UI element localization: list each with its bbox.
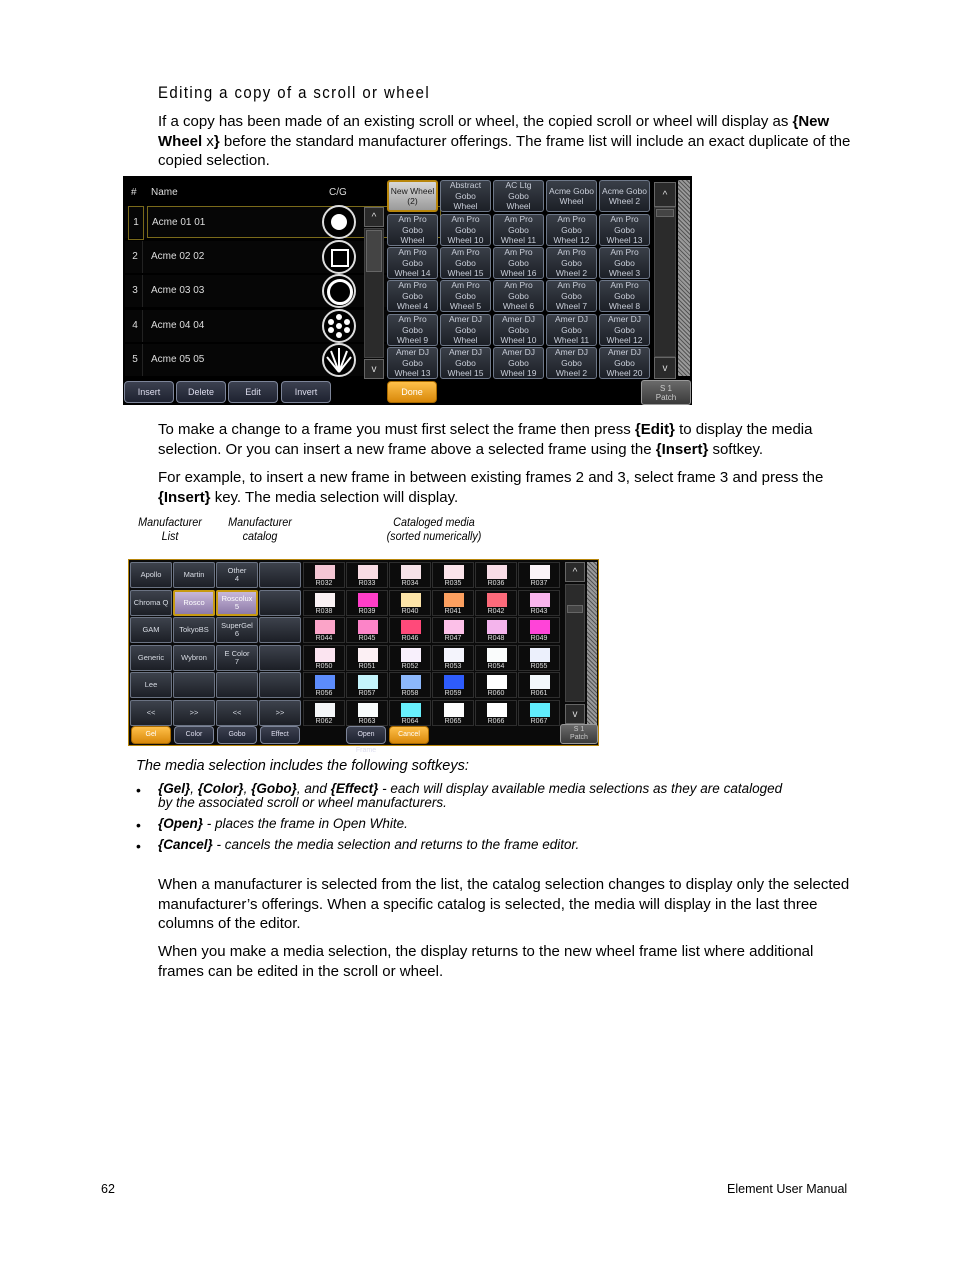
gel-label: R064 (401, 718, 419, 725)
gel-color-chip (444, 565, 464, 579)
text: , and (296, 781, 331, 796)
text: If a copy has been made of an existing scroll or wheel, the copied scroll or wheel will display as (158, 113, 793, 130)
catalog-button[interactable]: E Color 7 (216, 645, 258, 671)
catalog-wheel-button[interactable]: Am Pro Gobo Wheel 15 (440, 247, 491, 279)
gel-swatch-button[interactable] (518, 562, 560, 588)
gel-color-chip (487, 565, 507, 579)
bold-text: {Effect} (330, 781, 379, 796)
caption-cataloged-media: Cataloged media (sorted numerically) (386, 515, 482, 543)
gobo-circle-icon (322, 205, 356, 239)
return-paragraph: When you make a media selection, the display returns to the new wheel frame list where additional frames can be edited in the scroll or wheel. (158, 943, 814, 980)
gel-swatch-button[interactable] (518, 672, 560, 698)
gel-label: R067 (530, 718, 548, 725)
catalog-wheel-button[interactable]: Abstract Gobo Wheel (440, 180, 491, 212)
list-scroll-up-button[interactable]: ^ (364, 207, 384, 227)
gel-label: R058 (401, 690, 419, 697)
gel-color-chip (315, 620, 335, 634)
catalog-scrollbar[interactable] (654, 207, 676, 357)
gel-softkey[interactable]: Gel (131, 726, 171, 744)
catalog-button[interactable]: SuperGel 6 (216, 617, 258, 643)
gel-label: R060 (487, 690, 505, 697)
patch-tab-label: Patch (655, 393, 677, 402)
catalog-wheel-button[interactable]: Am Pro Gobo Wheel 12 (546, 214, 597, 246)
patch-tab-label: Patch (570, 734, 588, 741)
gel-label: R038 (315, 608, 333, 615)
gel-color-chip (401, 675, 421, 689)
bullet-item (158, 782, 798, 810)
frame-name: Acme 01 01 (147, 206, 441, 238)
page-nav-button[interactable]: << (130, 700, 172, 726)
gel-color-chip (401, 703, 421, 717)
section-heading: Editing a copy of a scroll or wheel (158, 83, 431, 102)
cancel-softkey[interactable]: Cancel (389, 726, 429, 744)
gel-color-chip (530, 703, 550, 717)
edit-softkey[interactable]: Edit (228, 381, 278, 403)
manufacturer-paragraph: When a manufacturer is selected from the list, the catalog selection changes to display only the selected manufacturer’s offerings. When a specific catalog is selected, the media will display in the last three columns of the editor. (158, 876, 850, 932)
text: , (190, 781, 198, 796)
gel-label: R056 (315, 690, 333, 697)
gel-color-chip (401, 648, 421, 662)
gel-label: R066 (487, 718, 505, 725)
gel-color-chip (444, 648, 464, 662)
text: before the standard manufacturer offerings. The frame list will include an exact duplicate of the copied selection. (158, 132, 851, 169)
gel-label: R055 (530, 663, 548, 670)
catalog-wheel-button[interactable]: Am Pro Gobo Wheel 16 (493, 247, 544, 279)
caption-manufacturer-catalog: Manufacturer catalog (228, 515, 292, 543)
page-number: 62 (101, 1182, 115, 1196)
bold-text: {Color} (197, 781, 244, 796)
gel-color-chip (315, 675, 335, 689)
list-scroll-down-button[interactable]: v (364, 359, 384, 379)
frame-number: 4 (128, 310, 143, 342)
catalog-wheel-button[interactable]: Am Pro Gobo Wheel (387, 214, 438, 246)
patch-tab[interactable] (560, 724, 598, 744)
gel-swatch-button[interactable] (389, 617, 431, 643)
catalog-wheel-button[interactable]: Am Pro Gobo Wheel 4 (387, 280, 438, 312)
gel-color-chip (401, 565, 421, 579)
gel-label: R061 (530, 690, 548, 697)
gel-swatch-button[interactable] (389, 562, 431, 588)
gel-label: R052 (401, 663, 419, 670)
text: softkey. (708, 440, 764, 458)
bold-text: {Open} (158, 816, 204, 831)
gel-swatch-button[interactable] (346, 645, 388, 671)
gel-swatch-button[interactable] (346, 590, 388, 616)
gel-swatch-button[interactable] (432, 672, 474, 698)
text: key. The media selection will display. (210, 488, 459, 506)
gel-color-chip (487, 620, 507, 634)
gel-swatch-button[interactable] (389, 700, 431, 726)
catalog-wheel-button[interactable]: Acme Gobo Wheel 2 (599, 180, 650, 212)
bold-text: } (213, 132, 220, 150)
gel-swatch-button[interactable] (475, 645, 517, 671)
catalog-button[interactable]: Roscolux 5 (216, 590, 258, 616)
gel-swatch-button[interactable] (518, 590, 560, 616)
media-scroll-up-button[interactable]: ^ (565, 562, 585, 582)
bullet-item (158, 817, 798, 831)
bold-text: {Insert} (655, 440, 709, 458)
catalog-button[interactable] (259, 562, 301, 588)
patch-tab-top: S 1 (659, 384, 672, 393)
gel-swatch-button[interactable] (389, 645, 431, 671)
text: To make a change to a frame you must first select the frame then press (158, 421, 635, 438)
gel-label: R059 (444, 690, 462, 697)
gel-swatch-button[interactable] (303, 672, 345, 698)
gel-label: R057 (358, 690, 376, 697)
gobo-square-icon (322, 240, 356, 274)
catalog-wheel-button[interactable]: Amer DJ Gobo Wheel 20 (599, 347, 650, 379)
bold-text: {Cancel} (158, 837, 213, 852)
gel-swatch-button[interactable] (432, 590, 474, 616)
gel-label: R046 (401, 635, 419, 642)
gel-label: R042 (487, 608, 505, 615)
gel-color-chip (358, 675, 378, 689)
gel-swatch-button[interactable] (346, 700, 388, 726)
gobo-ring-icon (322, 274, 356, 308)
catalog-wheel-button[interactable]: Acme Gobo Wheel (546, 180, 597, 212)
gel-label: R048 (487, 635, 505, 642)
gel-swatch-button[interactable] (303, 645, 345, 671)
gel-color-chip (358, 703, 378, 717)
gel-swatch-button[interactable] (303, 617, 345, 643)
wheel-editor-screenshot (123, 176, 692, 405)
catalog-button[interactable] (259, 672, 301, 698)
gel-swatch-button[interactable] (518, 645, 560, 671)
manufacturer-button[interactable]: Lee (130, 672, 172, 698)
insert-softkey[interactable]: Insert (124, 381, 174, 403)
gel-color-chip (358, 593, 378, 607)
open-frame-softkey[interactable]: Open Frame (346, 726, 386, 744)
gel-swatch-button[interactable] (432, 700, 474, 726)
bullet-dot: • (136, 838, 141, 854)
gel-color-chip (487, 703, 507, 717)
gel-swatch-button[interactable] (432, 645, 474, 671)
col-num-header: # (131, 187, 137, 198)
gel-label: R037 (530, 580, 548, 587)
media-scroll-down-button[interactable]: v (565, 704, 585, 724)
gel-swatch-button[interactable] (303, 700, 345, 726)
done-softkey[interactable]: Done (387, 381, 437, 403)
catalog-button[interactable] (259, 617, 301, 643)
patch-tab[interactable] (641, 380, 691, 405)
catalog-wheel-button[interactable]: Am Pro Gobo Wheel 9 (387, 314, 438, 346)
gel-label: R043 (530, 608, 548, 615)
catalog-wheel-button[interactable]: Am Pro Gobo Wheel 6 (493, 280, 544, 312)
list-scroll-thumb[interactable] (366, 230, 382, 272)
frame-number: 5 (128, 344, 143, 376)
gel-swatch-button[interactable] (475, 590, 517, 616)
delete-softkey[interactable]: Delete (176, 381, 226, 403)
bold-text: {New Wheel (158, 113, 830, 150)
col-cg-header: C/G (329, 187, 347, 198)
gel-swatch-button[interactable] (432, 617, 474, 643)
frame-name: Acme 03 03 (151, 285, 205, 296)
gel-color-chip (444, 593, 464, 607)
gel-swatch-button[interactable] (475, 562, 517, 588)
intro-paragraph (158, 112, 858, 171)
catalog-wheel-button[interactable]: Am Pro Gobo Wheel 11 (493, 214, 544, 246)
gel-color-chip (487, 648, 507, 662)
gel-color-chip (315, 648, 335, 662)
text: x (202, 132, 214, 150)
gel-swatch-button[interactable] (389, 672, 431, 698)
gel-label: R062 (315, 718, 333, 725)
gel-swatch-button[interactable] (346, 562, 388, 588)
bullet-dot: • (136, 782, 141, 798)
gel-color-chip (530, 593, 550, 607)
gel-swatch-button[interactable] (346, 617, 388, 643)
manual-title: Element User Manual (727, 1182, 848, 1196)
catalog-wheel-button[interactable]: Amer DJ Gobo Wheel 19 (493, 347, 544, 379)
gel-label: R032 (315, 580, 333, 587)
media-scroll-thumb[interactable] (567, 605, 583, 613)
catalog-wheel-button[interactable]: Am Pro Gobo Wheel 13 (599, 214, 650, 246)
edit-paragraph (158, 420, 858, 459)
catalog-wheel-button[interactable]: Am Pro Gobo Wheel 8 (599, 280, 650, 312)
gel-label: R063 (358, 718, 376, 725)
page-nav-button[interactable]: >> (259, 700, 301, 726)
gel-color-chip (487, 593, 507, 607)
catalog-wheel-button[interactable]: Amer DJ Gobo Wheel 10 (493, 314, 544, 346)
gel-swatch-button[interactable] (475, 617, 517, 643)
gel-color-chip (401, 593, 421, 607)
bold-text: {Gel} (158, 781, 191, 796)
gel-label: R034 (401, 580, 419, 587)
gel-label: R039 (358, 608, 376, 615)
gel-color-chip (487, 675, 507, 689)
gel-color-chip (358, 565, 378, 579)
manufacturer-button[interactable]: Apollo (130, 562, 172, 588)
col-name-header: Name (151, 187, 178, 198)
catalog-wheel-button[interactable]: Amer DJ Gobo Wheel 2 (546, 347, 597, 379)
catalog-wheel-button[interactable]: Am Pro Gobo Wheel 2 (546, 247, 597, 279)
manufacturer-button[interactable]: GAM (130, 617, 172, 643)
softkey-intro: The media selection includes the following softkeys: (136, 758, 469, 774)
gel-color-chip (358, 620, 378, 634)
manufacturer-button[interactable]: Rosco (173, 590, 215, 616)
gel-swatch-button[interactable] (303, 590, 345, 616)
gel-label: R040 (401, 608, 419, 615)
gel-label: R053 (444, 663, 462, 670)
bold-text: {Insert} (158, 488, 211, 506)
gel-label: R050 (315, 663, 333, 670)
gobo-softkey[interactable]: Gobo (217, 726, 257, 744)
gel-color-chip (315, 565, 335, 579)
page-nav-button[interactable]: << (216, 700, 258, 726)
gel-color-chip (315, 593, 335, 607)
gel-swatch-button[interactable] (432, 562, 474, 588)
text: - each will display available media selections as they are cataloged by the associated scroll or wheel manufacturers. (158, 781, 783, 810)
catalog-wheel-button[interactable]: Am Pro Gobo Wheel 5 (440, 280, 491, 312)
text: , (243, 781, 252, 796)
gel-label: R033 (358, 580, 376, 587)
gel-color-chip (315, 703, 335, 717)
frame-name: Acme 02 02 (151, 251, 205, 262)
color-softkey[interactable]: Color (174, 726, 214, 744)
gobo-shell-icon (322, 343, 356, 377)
text: For example, to insert a new frame in between existing frames 2 and 3, select frame 3 and press the (158, 469, 824, 486)
invert-softkey[interactable]: Invert (281, 381, 331, 403)
catalog-wheel-button[interactable]: Amer DJ Gobo Wheel 13 (387, 347, 438, 379)
bullet-dot: • (136, 817, 141, 833)
gel-color-chip (530, 620, 550, 634)
gobo-dots-icon (322, 309, 356, 343)
gel-color-chip (444, 703, 464, 717)
frame-name: Acme 04 04 (151, 320, 205, 331)
catalog-wheel-button[interactable]: Am Pro Gobo Wheel 14 (387, 247, 438, 279)
catalog-wheel-button[interactable]: AC Ltg Gobo Wheel (493, 180, 544, 212)
frame-number: 2 (128, 241, 143, 273)
gel-label: R051 (358, 663, 376, 670)
gel-swatch-button[interactable] (475, 672, 517, 698)
gel-label: R065 (444, 718, 462, 725)
catalog-scroll-down-button[interactable]: v (654, 357, 676, 379)
manufacturer-button[interactable] (173, 672, 215, 698)
gel-label: R035 (444, 580, 462, 587)
catalog-wheel-button[interactable]: Amer DJ Gobo Wheel (440, 314, 491, 346)
catalog-wheel-button[interactable]: Amer DJ Gobo Wheel 15 (440, 347, 491, 379)
gel-swatch-button[interactable] (518, 700, 560, 726)
gel-label: R047 (444, 635, 462, 642)
catalog-wheel-button[interactable]: Am Pro Gobo Wheel 3 (599, 247, 650, 279)
gel-swatch-button[interactable] (518, 617, 560, 643)
caption-manufacturer-list: Manufacturer List (138, 515, 202, 543)
bullet-item (158, 838, 798, 852)
manufacturer-button[interactable]: TokyoBS (173, 617, 215, 643)
text: - places the frame in Open White. (203, 816, 408, 831)
gel-color-chip (530, 565, 550, 579)
gel-color-chip (401, 620, 421, 634)
gel-color-chip (530, 648, 550, 662)
frame-number: 3 (128, 275, 143, 307)
catalog-button[interactable] (259, 590, 301, 616)
gel-label: R045 (358, 635, 376, 642)
manufacturer-button[interactable]: Wybron (173, 645, 215, 671)
gel-label: R054 (487, 663, 505, 670)
catalog-scroll-thumb[interactable] (656, 209, 674, 217)
catalog-wheel-button[interactable]: Amer DJ Gobo Wheel 11 (546, 314, 597, 346)
gel-label: R049 (530, 635, 548, 642)
gel-color-chip (530, 675, 550, 689)
gel-label: R036 (487, 580, 505, 587)
bold-text: {Edit} (634, 421, 675, 438)
bold-text: {Gobo} (251, 781, 297, 796)
gel-color-chip (358, 648, 378, 662)
catalog-scroll-up-button[interactable]: ^ (654, 182, 676, 207)
gel-color-chip (444, 620, 464, 634)
media-selection-screenshot (128, 559, 599, 754)
manufacturer-button[interactable]: Martin (173, 562, 215, 588)
gel-label: R044 (315, 635, 333, 642)
gel-swatch-button[interactable] (475, 700, 517, 726)
gel-swatch-button[interactable] (346, 672, 388, 698)
frame-name: Acme 05 05 (151, 354, 205, 365)
media-scrollbar[interactable] (565, 584, 585, 702)
catalog-button[interactable] (259, 645, 301, 671)
text: to display the media selection. Or you can insert a new frame above a selected frame using the (158, 421, 813, 458)
hatched-edge (587, 562, 597, 726)
catalog-button[interactable]: Other 4 (216, 562, 258, 588)
catalog-wheel-button[interactable]: Am Pro Gobo Wheel 7 (546, 280, 597, 312)
patch-tab-top: S 1 (573, 726, 585, 733)
effect-softkey[interactable]: Effect (260, 726, 300, 744)
catalog-wheel-button[interactable]: Amer DJ Gobo Wheel 12 (599, 314, 650, 346)
gel-color-chip (444, 675, 464, 689)
example-paragraph (158, 468, 858, 507)
hatched-edge (678, 180, 690, 376)
list-scrollbar[interactable] (364, 228, 384, 358)
catalog-wheel-button[interactable]: New Wheel (2) (387, 180, 438, 212)
gel-label: R041 (444, 608, 462, 615)
gel-swatch-button[interactable] (389, 590, 431, 616)
manufacturer-button[interactable]: Generic (130, 645, 172, 671)
manufacturer-button[interactable]: Chroma Q (130, 590, 172, 616)
page-nav-button[interactable]: >> (173, 700, 215, 726)
catalog-button[interactable] (216, 672, 258, 698)
catalog-wheel-button[interactable]: Am Pro Gobo Wheel 10 (440, 214, 491, 246)
text: - cancels the media selection and returns to the frame editor. (212, 837, 580, 852)
frame-number: 1 (128, 206, 144, 240)
gel-swatch-button[interactable] (303, 562, 345, 588)
